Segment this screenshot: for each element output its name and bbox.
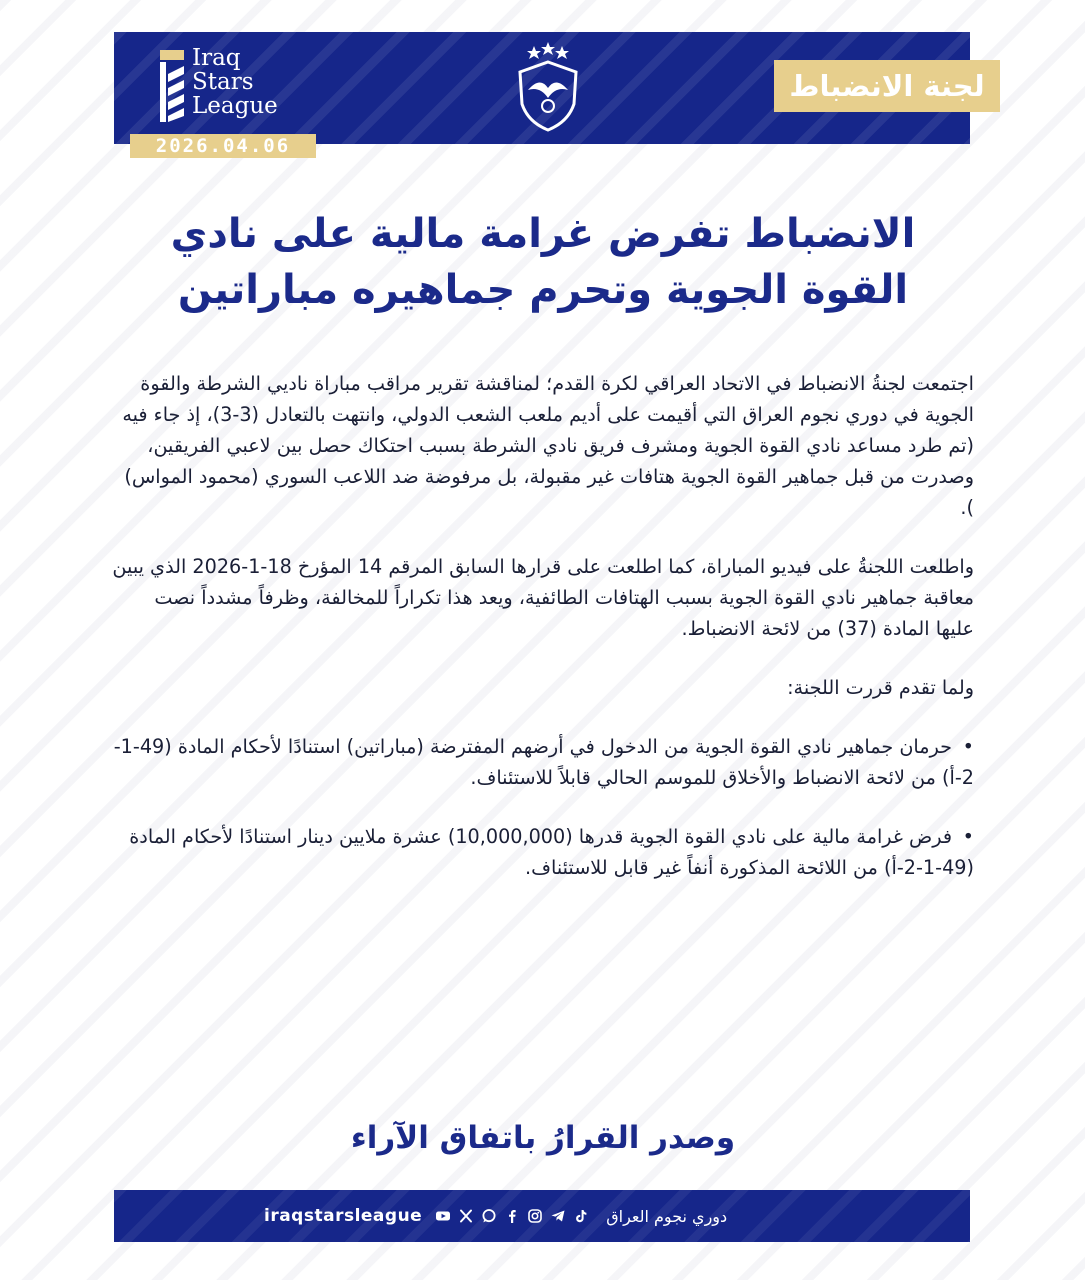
page-title (110, 206, 976, 318)
decision-intro: ولما تقدم قررت اللجنة: (787, 676, 974, 699)
decision-text-fine: فرض غرامة مالية على نادي القوة الجوية قدرها (10,000,000) عشرة ملايين دينار استنادًا لأحكام المادة (49-1-2-أ) من اللائحة المذكورة أنفاً غير قابل للاستئناف. (129, 825, 974, 879)
decision-text-stadium-ban: حرمان جماهير نادي القوة الجوية من الدخول في أرضهم المفترضة (مباراتين) استنادًا لأحكام المادة (49-1-2-أ) من لائحة الانضباط والأخلاق للموسم الحالي قابلاً للاستئناف. (113, 735, 974, 789)
youtube-icon[interactable] (435, 1208, 451, 1224)
iraq-stars-league-logo (158, 44, 298, 140)
logo-line-stars: Stars (192, 69, 254, 95)
page-title-line-2: القوة الجوية وتحرم جماهيره مباراتين (177, 267, 909, 313)
logo-line-iraq: Iraq (192, 45, 241, 71)
social-handle[interactable]: iraqstarsleague (264, 1206, 423, 1226)
footer-league-name: دوري نجوم العراق (606, 1206, 728, 1226)
facebook-icon[interactable] (504, 1208, 520, 1224)
statement-body (112, 368, 974, 911)
paragraph-meeting: اجتمعت لجنةُ الانضباط في الاتحاد العراقي لكرة القدم؛ لمناقشة تقرير مراقب مباراة ناديي الشرطة والقوة الجوية في دوري نجوم العراق التي أقيمت على أديم ملعب الشعب الدولي، وانتهت بالتعادل (3-3)، إذ جاء فيه (تم طرد مساعد نادي القوة الجوية ومشرف فريق نادي الشرطة بسبب احتكاك حصل بين لاعبي الفريقين، وصدرت من قبل جماهير القوة الجوية هتافات غير مقبولة، بل مرفوضة ضد اللاعب السوري (محمود المواس) ). (122, 372, 974, 519)
logo-line-league: League (192, 93, 278, 119)
date-badge: 2026.04.06 (130, 134, 316, 158)
league-logo-mark-icon (158, 48, 188, 124)
decision-list (112, 731, 974, 883)
decision-item (112, 731, 974, 793)
page-title-line-1: الانضباط تفرض غرامة مالية على نادي (170, 211, 916, 257)
air-force-club-crest-icon (510, 38, 586, 138)
logo-wordmark (192, 46, 278, 118)
header-banner (114, 32, 985, 144)
paragraph-review: واطلعت اللجنةُ على فيديو المباراة، كما اطلعت على قرارها السابق المرقم 14 المؤرخ 18-1-2026 الذي يبين معاقبة جماهير نادي القوة الجوية بسبب الهتافات الطائفية، ويعد هذا تكراراً للمخالفة، وظرفاً مشدداً نصت عليها المادة (37) من لائحة الانضباط. (112, 555, 974, 640)
instagram-icon[interactable] (527, 1208, 543, 1224)
tiktok-icon[interactable] (573, 1208, 589, 1224)
footer-banner (114, 1190, 970, 1242)
social-bar (264, 1204, 727, 1228)
decision-item (112, 821, 974, 883)
x-icon[interactable] (458, 1208, 474, 1224)
bullet-icon: • (962, 735, 974, 758)
telegram-icon[interactable] (550, 1208, 566, 1224)
bullet-icon: • (962, 825, 974, 848)
whatsapp-icon[interactable] (481, 1208, 497, 1224)
disciplinary-committee-tag: لجنة الانضباط (774, 60, 1000, 112)
verdict-statement: وصدر القرارُ باتفاق الآراء (350, 1120, 736, 1156)
